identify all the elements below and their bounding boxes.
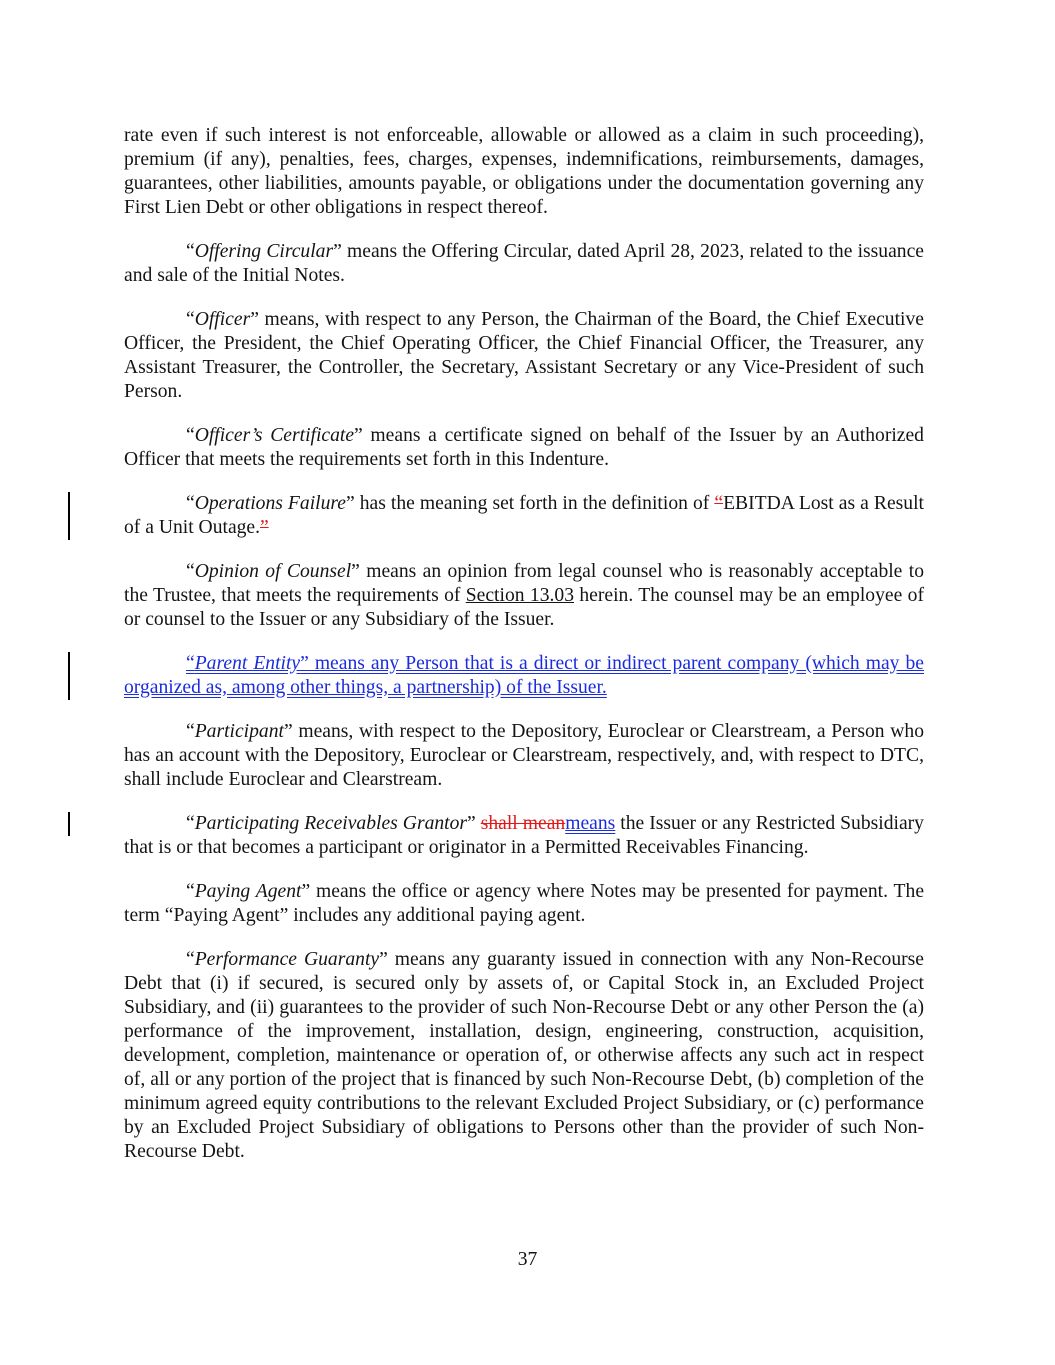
definition-opinion-of-counsel [124, 560, 924, 632]
change-bar [68, 812, 70, 836]
deleted-text: “ [714, 493, 724, 514]
definition-continuation [124, 124, 924, 220]
open-quote: “ [186, 813, 195, 834]
definition-text: the Issuer or any Restricted Subsidiary that is or that becomes a participant or originator in a Permitted Receivables Financing. [124, 813, 924, 858]
inserted-text: means [565, 813, 616, 834]
page-number: 37 [517, 1249, 538, 1270]
paragraph-text: rate even if such interest is not enforceable, allowable or allowed as a claim in such proceeding), premium (if any), penalties, fees, charges, expenses, indemnifications, reimbursements, damages, guarantees, other liabilities, amounts payable, or obligations under the documentation governing any First Lien Debt or other obligations in respect thereof. [124, 125, 924, 218]
defined-term: Operations Failure [194, 493, 346, 514]
inserted-text: “ [186, 653, 195, 674]
defined-term: Opinion of Counsel [194, 561, 352, 582]
deleted-text: ” [260, 517, 269, 538]
definition-offering-circular [124, 240, 924, 288]
definition-text: herein. The counsel may be an employee of or counsel to the Issuer or any Subsidiary of the Issuer. [124, 585, 924, 630]
open-quote: “ [186, 493, 195, 514]
definition-participating-receivables-grantor [124, 812, 924, 860]
definition-participant [124, 720, 924, 792]
open-quote: “ [186, 949, 195, 970]
defined-term: Officer’s Certificate [194, 425, 355, 446]
defined-term: Paying Agent [194, 881, 302, 902]
definition-text: ” means any guaranty issued in connection with any Non-Recourse Debt that (i) if secured, is secured only by assets of, or Capital Stock in, an Excluded Project Subsidiary, and (ii) guarantees to the provider of such Non-Recourse Debt or any other Person the (a) performance of the improvement, installation, design, engineering, construction, acquisition, development, completion, maintenance or operation of, or otherwise affects any such act in respect of, all or any portion of the project that is financed by such Non-Recourse Debt, (b) completion of the minimum agreed equity contributions to the relevant Excluded Project Subsidiary, or (c) performance by an Excluded Project Subsidiary of obligations to Persons other than the provider of such Non-Recourse Debt. [124, 949, 925, 1162]
definition-text: EBITDA Lost as a Result of a Unit Outage. [124, 493, 924, 538]
defined-term: Offering Circular [194, 241, 334, 262]
definition-text: ” [467, 813, 481, 834]
deleted-text: shall mean [480, 813, 566, 834]
definition-officers-certificate [124, 424, 924, 472]
definition-text: ” means the office or agency where Notes may be presented for payment. The term “Paying Agent” includes any additional paying agent. [124, 881, 925, 926]
definition-officer [124, 308, 924, 404]
open-quote: “ [186, 425, 195, 446]
open-quote: “ [186, 721, 195, 742]
defined-term: Parent Entity [194, 653, 301, 674]
document-body [124, 124, 924, 1164]
inserted-text: ” means any Person that is a direct or indirect parent company (which may be organized as, among other things, a partnership) of the Issuer. [124, 653, 924, 698]
definition-paying-agent [124, 880, 924, 928]
definition-text: ” has the meaning set forth in the definition of [345, 493, 715, 514]
definition-text: ” means, with respect to any Person, the Chairman of the Board, the Chief Executive Officer, the President, the Chief Operating Officer, the Chief Financial Officer, the Treasurer, any Assistant Treasurer, the Controller, the Secretary, Assistant Secretary or any Vice-President of such Person. [124, 309, 924, 402]
definition-text: ” means, with respect to the Depository, Euroclear or Clearstream, a Person who has an account with the Depository, Euroclear or Clearstream, respectively, and, with respect to DTC, shall include Euroclear and Clearstream. [124, 721, 924, 790]
defined-term: Officer [194, 309, 251, 330]
change-bar [68, 492, 70, 540]
definition-operations-failure [124, 492, 924, 540]
definition-text: ” means a certificate signed on behalf of the Issuer by an Authorized Officer that meets the requirements set forth in this Indenture. [124, 425, 924, 470]
change-bar [68, 652, 70, 700]
section-reference[interactable]: Section 13.03 [465, 585, 574, 606]
open-quote: “ [186, 241, 195, 262]
definition-text: ” means an opinion from legal counsel who is reasonably acceptable to the Trustee, that meets the requirements of [124, 561, 924, 606]
defined-term: Participating Receivables Grantor [194, 813, 468, 834]
definition-performance-guaranty [124, 948, 924, 1164]
defined-term: Performance Guaranty [194, 949, 380, 970]
defined-term: Participant [194, 721, 284, 742]
open-quote: “ [186, 881, 195, 902]
definition-parent-entity [124, 652, 924, 700]
open-quote: “ [186, 309, 195, 330]
open-quote: “ [186, 561, 195, 582]
definition-text: ” means the Offering Circular, dated April 28, 2023, related to the issuance and sale of the Initial Notes. [124, 241, 924, 286]
